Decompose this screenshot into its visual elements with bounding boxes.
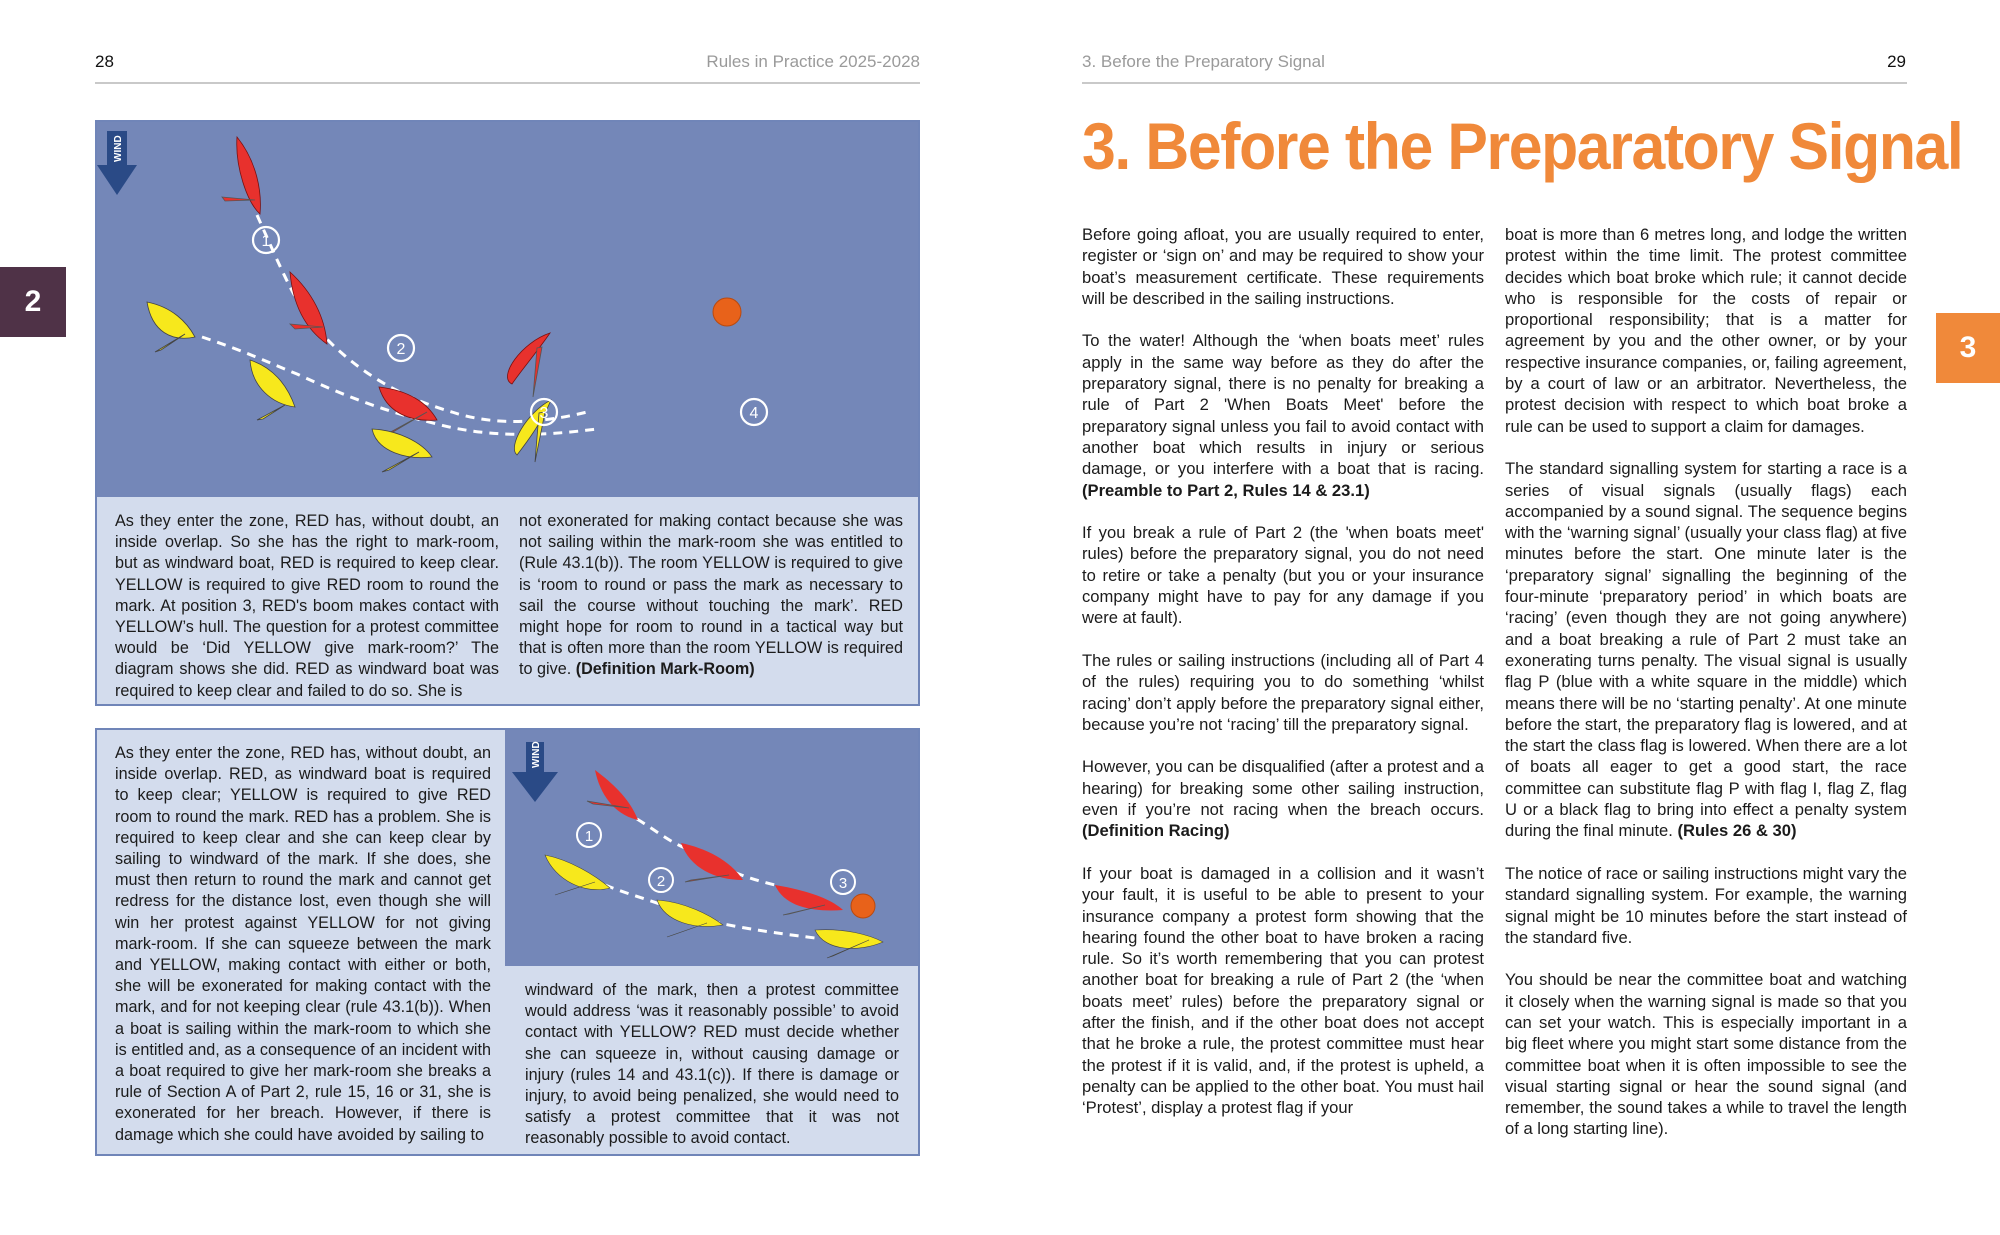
- chapter-title: 3. Before the Preparatory Signal: [1082, 109, 1963, 183]
- red-boat-2: [290, 272, 327, 344]
- position-marker-1: [577, 823, 601, 847]
- paragraph: You should be near the committee boat and watching it closely when the warning signal is made so that you can set your watch. This is especially important in a big fleet where you might start some distance from the committee boat when it is often impossible to see the visual starting signal or hear the sound signal (and remember, the sound takes a while to travel the length of a long starting line).: [1505, 970, 1907, 1139]
- diagram-2: [505, 730, 918, 966]
- mark-buoy-icon: [851, 894, 875, 918]
- wind-label: WIND: [531, 741, 542, 768]
- red-boat-4: [507, 333, 550, 397]
- chapter-tab-2[interactable]: 2: [0, 267, 66, 337]
- rule-reference: (Preamble to Part 2, Rules 14 & 23.1): [1082, 480, 1370, 500]
- chapter-tab-3[interactable]: 3: [1936, 313, 2000, 383]
- caption-1-col-1: As they enter the zone, RED has, without doubt, an inside overlap. So she has the right to mark-room, but as windward boat, RED is required to keep clear. YELLOW is required to give RED room to round the mark. At position 3, RED's boom makes contact with YELLOW’s hull. The question for a protest committee would be ‘Did YELLOW give mark-room?’ The diagram shows she did. RED as windward boat was required to keep clear and failed to do so. She is: [115, 512, 499, 700]
- red-boat-2: [681, 843, 743, 882]
- running-head-left: Rules in Practice 2025-2028: [706, 52, 920, 71]
- paragraph: boat is more than 6 metres long, and lodge the written protest within the time limit. The protest committee decides which boat broke which rule; it cannot decide who is responsible for the costs of repair or proportional responsibility; that is a matter for agreement by you and the other owner, or by your respective insurance companies, or, failing agreement, by a court of law or an arbitrator. Nevertheless, the protest decision with respect to which boat broke a rule can be used to support a claim for damages.: [1505, 225, 1907, 436]
- wind-label: WIND: [113, 135, 124, 162]
- caption-1-col-2-text: not exonerated for making contact because she was not sailing within the mark-room she was entitled to (Rule 43.1(b)). The room YELLOW is required to give is ‘room to round or pass the mark as necessary to sail the course without touching the mark’. RED might hope for room to round in a tactical way but that is often more than the room YELLOW is required to give.: [519, 512, 903, 679]
- yellow-boat-3: [815, 930, 883, 958]
- diagram-box-2: [95, 728, 920, 1156]
- yellow-boat-2: [250, 360, 295, 420]
- text-column-2: [1505, 224, 1907, 1161]
- position-marker-4: [741, 399, 767, 425]
- paragraph: However, you can be disqualified (after a protest and a hearing) for breaking some other sailing instruction, even if you’re not racing when the breach occurs. (Definition Racing): [1082, 757, 1484, 841]
- caption-2-left: As they enter the zone, RED has, without doubt, an inside overlap. RED, as windward boat is required to keep clear; YELLOW is required to give RED room to round the mark. RED has a problem. She is required to keep clear and she can keep clear by sailing to windward of the mark. If she does, she must then return to round the mark and cannot get redress for the distance lost, even though she will win her protest against YELLOW for not giving mark-room. If she can squeeze between the mark and YELLOW, making contact with either or both, she will be exonerated for making contact with the mark, and for not keeping clear (rule 43.1(b)). When a boat is sailing within the mark-room to which she is entitled and, as a consequence of an incident with a boat required to give her mark-room she breaks a rule of Section A of Part 2, rule 15, 16 or 31, she is exonerated for her breach. However, if there is damage which she could have avoided by sailing to: [115, 744, 491, 1144]
- wind-arrow-icon: [512, 741, 558, 802]
- paragraph: If your boat is damaged in a collision and it wasn’t your fault, it is useful to be able to present to your insurance company a protest form showing that the hearing found the other boat to have broken a racing rule. So it’s worth remembering that you can protest another boat for breaking a rule of Part 2 (the ‘when boats meet’ rules) before the preparatory signal or after the finish, and if the other boat does not accept that he broke a rule, the protest committee must hear the protest if it is valid, and, if the protest is upheld, a penalty can be applied to the other boat. You must hail ‘Protest’, display a protest flag if your: [1082, 863, 1484, 1118]
- paragraph: The rules or sailing instructions (including all of Part 4 of the rules) requiring you to do something ‘whilst racing’ don’t apply before the preparatory signal either, because you’re not ‘racing’ till the preparatory signal.: [1082, 650, 1484, 734]
- svg-text:3: 3: [838, 875, 848, 892]
- svg-text:3: 3: [539, 405, 549, 422]
- caption-1-reference: (Definition Mark-Room): [575, 660, 755, 679]
- caption-2-right: windward of the mark, then a protest committee would address ‘was it reasonably possible’ to avoid contact with YELLOW? RED must decide whether she can squeeze in, without causing damage or injury (rules 14 and 43.1(c)). If there is damage or injury, to avoid being penalized, she would need to satisfy a protest committee that it was not reasonably possible to avoid contact.: [525, 981, 899, 1148]
- page-number-left: 28: [95, 52, 114, 71]
- position-marker-3: [831, 870, 855, 894]
- text-column-1: [1082, 224, 1484, 1140]
- svg-text:2: 2: [656, 873, 666, 890]
- wind-arrow-icon: [97, 131, 137, 195]
- svg-text:4: 4: [749, 405, 759, 422]
- diagram-box-1: [95, 120, 920, 706]
- rule-reference: (Rules 26 & 30): [1677, 821, 1797, 841]
- svg-text:1: 1: [584, 828, 594, 845]
- paragraph: If you break a rule of Part 2 (the 'when boats meet' rules) before the preparatory signal, you do not need to retire or take a penalty (but you or your insurance company might have to pay for any damage if you were at fault).: [1082, 523, 1484, 628]
- position-marker-2: [649, 868, 673, 892]
- yellow-boat-3: [372, 429, 432, 472]
- red-boat-1: [222, 137, 260, 214]
- page-number-right: 29: [1887, 52, 1906, 71]
- position-marker-1: [253, 227, 279, 253]
- position-marker-2: [388, 335, 414, 361]
- paragraph: Before going afloat, you are usually required to enter, register or ‘sign on’ and may be required to show your boat’s measurement certificate. These requirements will be described in the sailing instructions.: [1082, 225, 1484, 308]
- caption-1-col-2: [519, 511, 903, 681]
- yellow-boat-1: [147, 302, 195, 352]
- mark-buoy-icon: [713, 298, 741, 326]
- rule-reference: (Definition Racing): [1082, 821, 1230, 841]
- yellow-boat-2: [657, 900, 723, 937]
- yellow-boat-1: [545, 855, 610, 895]
- paragraph: To the water! Although the ‘when boats meet’ rules apply in the same way before as they do after the preparatory signal, there is no penalty for breaking a rule of Part 2 'When Boats Meet' before the preparatory signal unless you fail to avoid contact with another boat which results in injury or serious damage, or you interfere with a boat that is racing. (Preamble to Part 2, Rules 14 & 23.1): [1082, 331, 1484, 500]
- paragraph: The notice of race or sailing instructions might vary the standard signalling system. For example, the warning signal might be 10 minutes before the start instead of the standard five.: [1505, 863, 1907, 947]
- svg-text:2: 2: [396, 341, 406, 358]
- svg-text:1: 1: [261, 233, 271, 250]
- paragraph: The standard signalling system for starting a race is a series of visual signals (usually flags) each accompanied by a sound signal. The sequence begins with the ‘warning signal’ (usually your class flag) at five minutes before the start. One minute later is the ‘preparatory signal’ signalling the beginning of the four-minute ‘preparatory period’ in which boats are ‘racing’ (even though they are not going anywhere) and a boat breaking a rule of Part 2 must take an exonerating turns penalty. The visual signal is usually flag P (blue with a white square in the middle) which means there will be no ‘starting penalty’. At one minute before the start, the preparatory flag is lowered, and at the start the class flag is lowered. When there are a lot of boats all eager to get a good start, the race committee can substitute flag P with flag I, flag Z, flag U or a black flag to bring into effect a penalty system during the final minute. (Rules 26 & 30): [1505, 459, 1907, 841]
- header-rule: [95, 82, 920, 84]
- red-boat-1: [587, 770, 638, 820]
- header-rule: [1082, 82, 1907, 84]
- running-head-right: 3. Before the Preparatory Signal: [1082, 52, 1325, 71]
- diagram-1: [97, 122, 918, 497]
